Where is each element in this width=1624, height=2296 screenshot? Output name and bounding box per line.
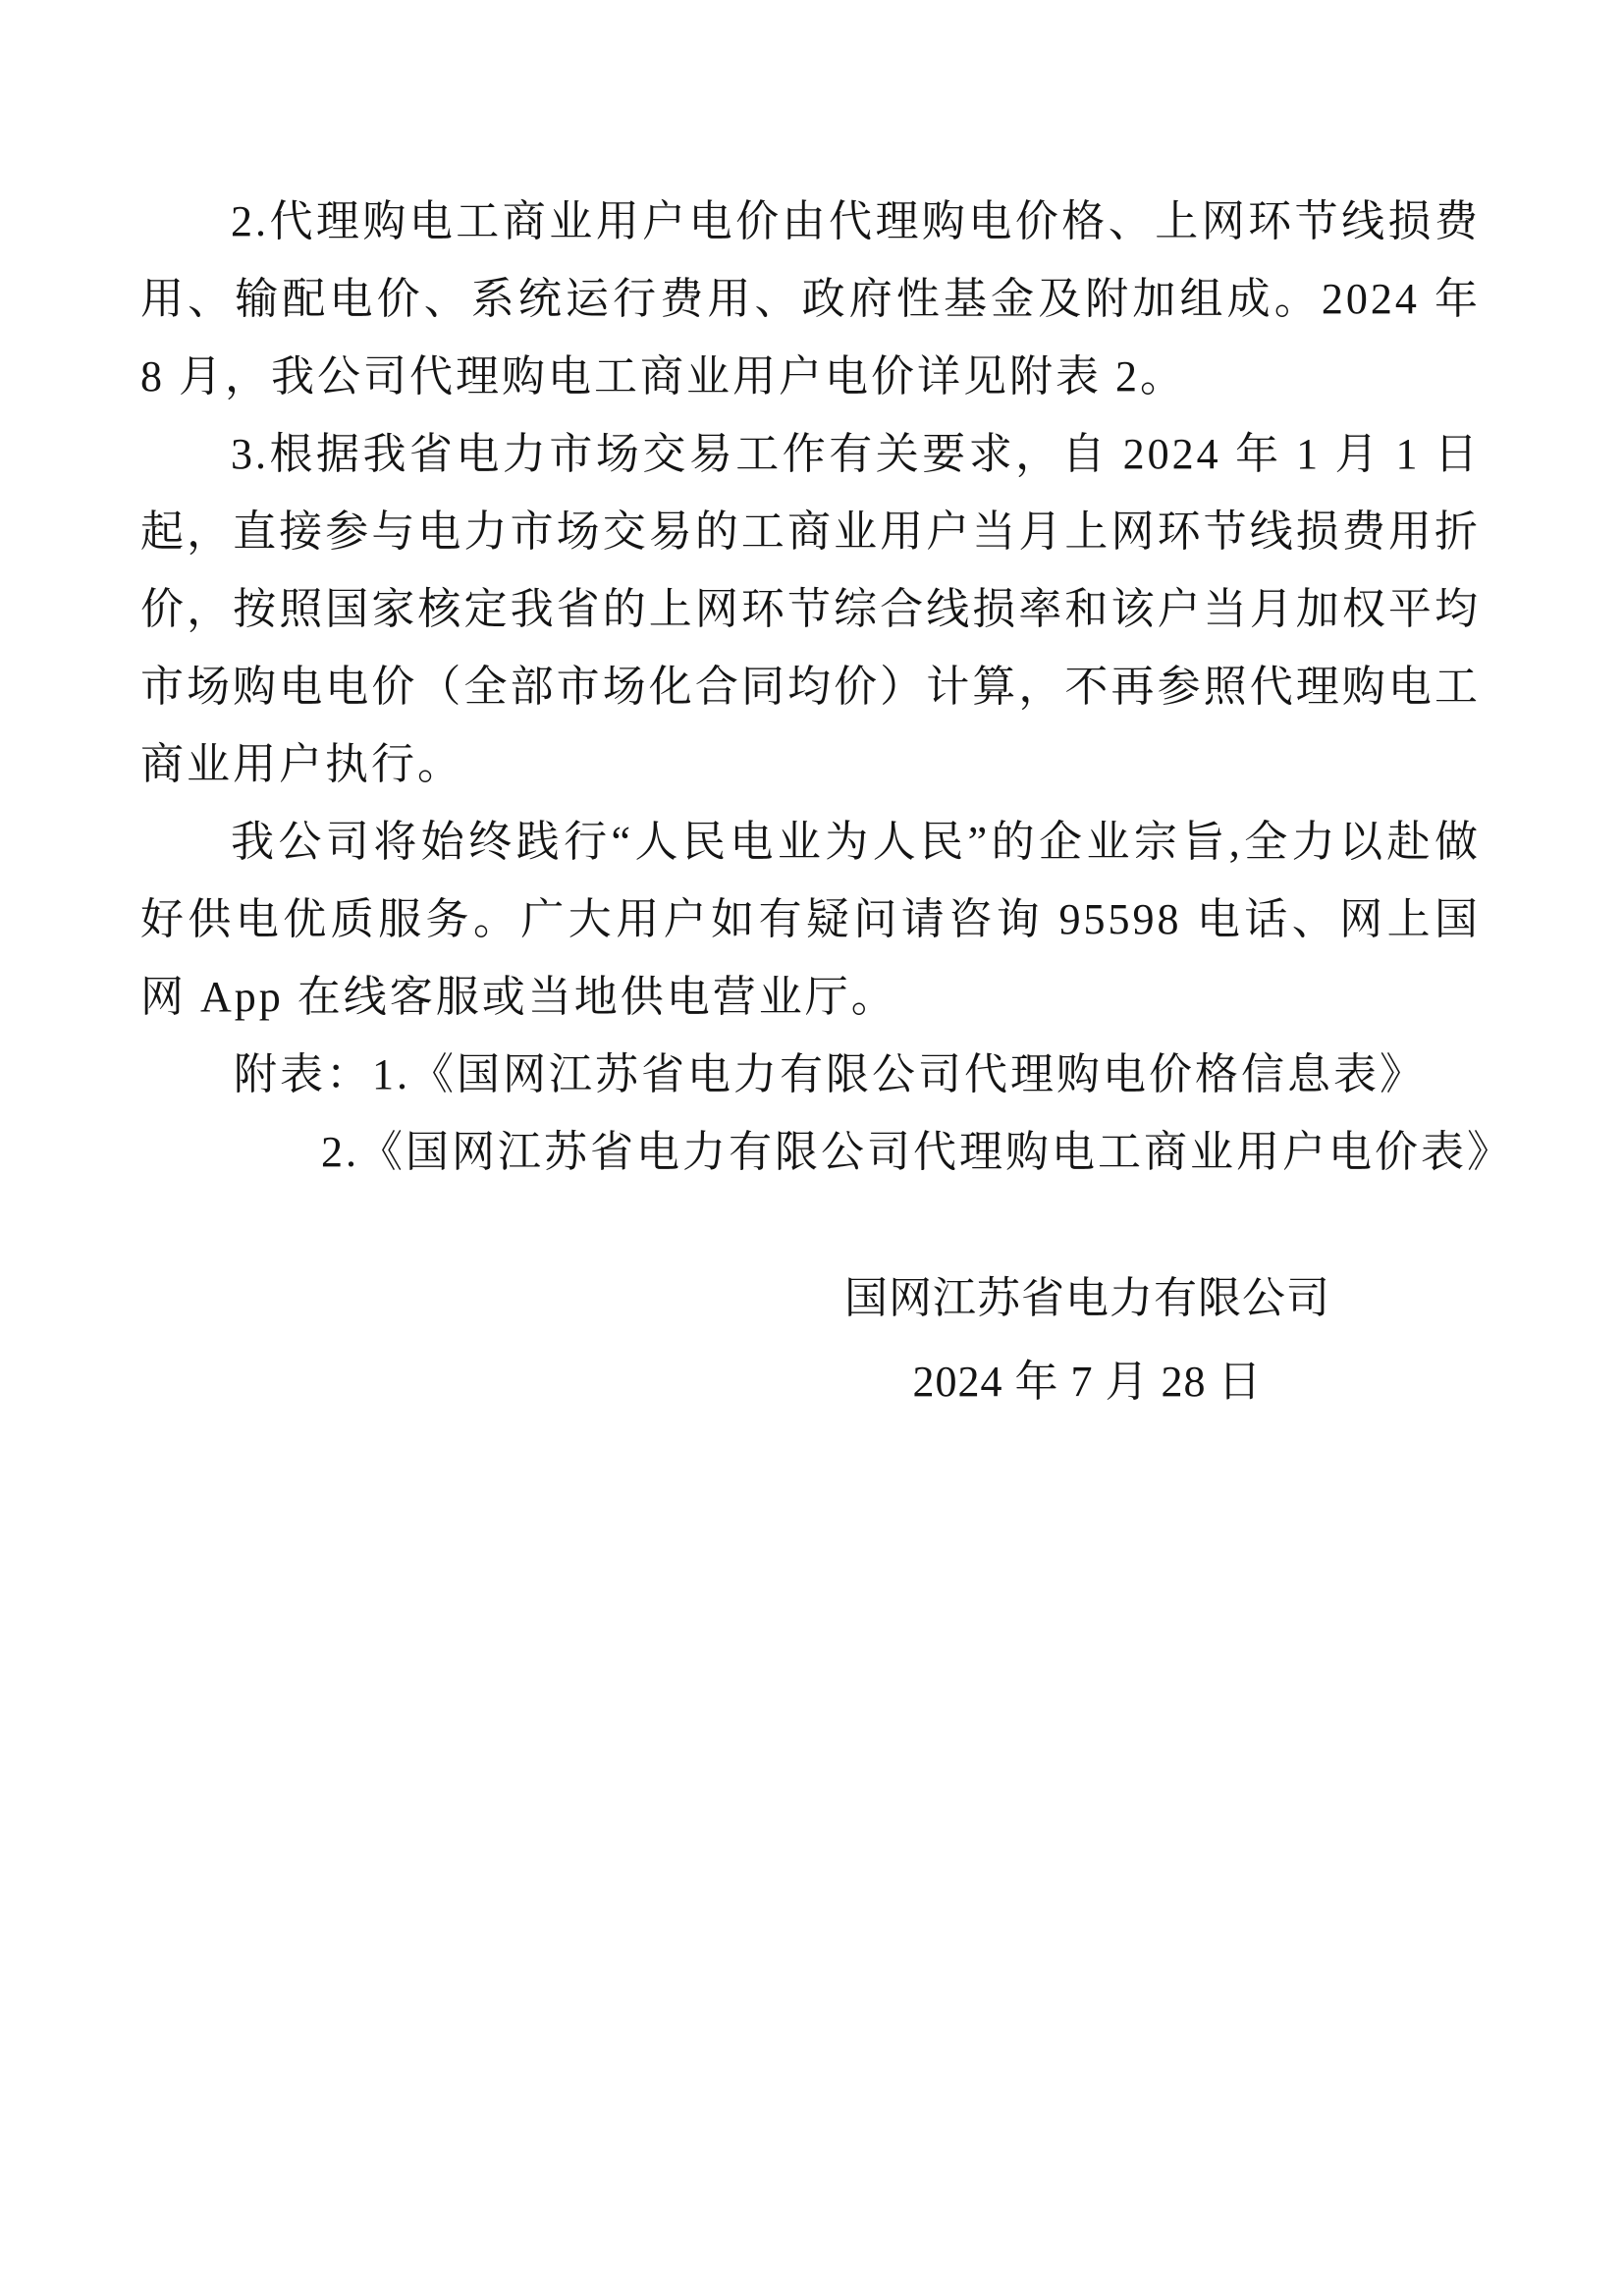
paragraph-agency-price-composition: 2.代理购电工商业用户电价由代理购电价格、上网环节线损费用、输配电价、系统运行费用、政府性基金及附加组成。2024 年 8 月，我公司代理购电工商业用户电价详见附表 2。 [140,197,1481,400]
signature-block [839,1259,1335,1420]
attachments-list [140,1036,1513,1191]
attachment-1-title: 1.《国网江苏省电力有限公司代理购电价格信息表》 [372,1050,1426,1098]
attachment-item-1 [140,1036,1481,1113]
document-body [140,183,1513,1191]
paragraph-market-trading-rule: 3.根据我省电力市场交易工作有关要求，自 2024 年 1 月 1 日起，直接参与电力市场交易的工商业用户当月上网环节线损费用折价，按照国家核定我省的上网环节综合线损率和该户当月加权平均市场购电电价（全部市场化合同均价）计算，不再参照代理购电工商业用户执行。 [140,430,1481,788]
signature-date: 2024 年 7 月 28 日 [912,1358,1263,1406]
attachments-label: 附表： [234,1050,372,1098]
paragraph-service-commitment: 我公司将始终践行“人民电业为人民”的企业宗旨,全力以赴做好供电优质服务。广大用户如有疑问请咨询 95598 电话、网上国网 App 在线客服或当地供电营业厅。 [140,818,1481,1021]
attachment-2-title: 2.《国网江苏省电力有限公司代理购电工商业用户电价表》 [321,1128,1513,1176]
signature-organization: 国网江苏省电力有限公司 [844,1274,1330,1322]
attachment-item-2 [140,1113,1513,1191]
